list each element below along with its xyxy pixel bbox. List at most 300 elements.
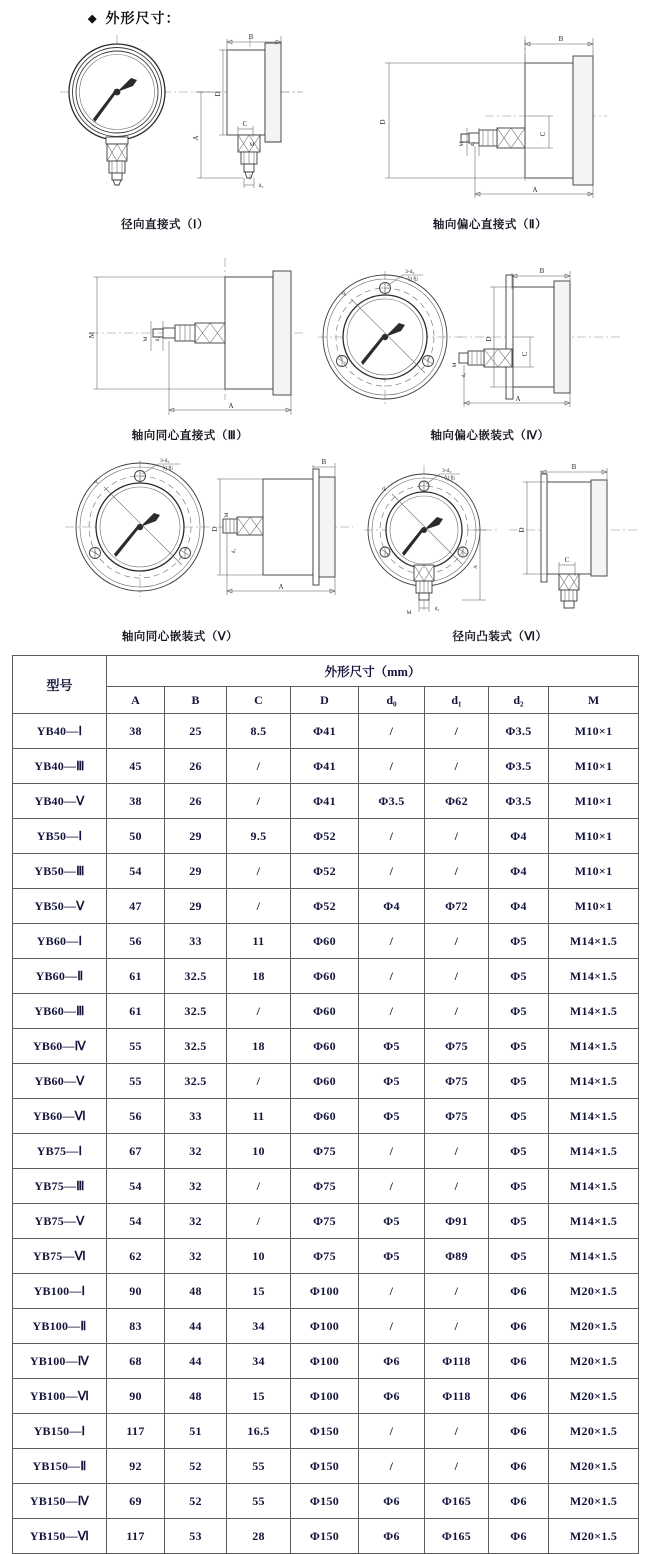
table-row	[13, 1029, 639, 1064]
table-cell-d1: /	[425, 819, 489, 854]
table-cell-d2: Φ5	[489, 1239, 549, 1274]
table-cell-d1: /	[425, 1134, 489, 1169]
table-cell-A: 38	[107, 714, 165, 749]
table-header-D: D	[291, 687, 359, 714]
dim-label-d1: d₁	[382, 486, 387, 492]
table-cell-D: Φ52	[291, 819, 359, 854]
table-cell-M: M14×1.5	[549, 1064, 639, 1099]
figure-1-drawing	[45, 30, 305, 210]
figure-4-side-view	[450, 265, 625, 415]
figure-3-drawing	[85, 255, 305, 420]
table-cell-B: 44	[165, 1309, 227, 1344]
table-cell-B: 51	[165, 1414, 227, 1449]
table-cell-d2: Φ5	[489, 994, 549, 1029]
dim-label-A: A	[278, 583, 284, 591]
figure-radial-flush	[362, 462, 502, 617]
table-row	[13, 1379, 639, 1414]
table-header-C: C	[227, 687, 291, 714]
table-cell-d2: Φ5	[489, 959, 549, 994]
table-row	[13, 1484, 639, 1519]
table-cell-d2: Φ6	[489, 1274, 549, 1309]
table-cell-D: Φ60	[291, 1064, 359, 1099]
table-cell-M: M20×1.5	[549, 1414, 639, 1449]
table-cell-C: 55	[227, 1484, 291, 1519]
table-body	[13, 714, 639, 1554]
table-cell-model: YB40—Ⅴ	[13, 784, 107, 819]
table-row	[13, 1204, 639, 1239]
table-cell-B: 52	[165, 1449, 227, 1484]
table-cell-C: /	[227, 889, 291, 924]
dim-label-d2: d₂	[258, 183, 264, 189]
table-cell-d1: /	[425, 749, 489, 784]
hole-note-line2: 匀布	[444, 476, 456, 482]
table-header-B: B	[165, 687, 227, 714]
table-cell-d1: /	[425, 1169, 489, 1204]
table-row	[13, 889, 639, 924]
table-cell-model: YB50—Ⅲ	[13, 854, 107, 889]
table-cell-d0: /	[359, 714, 425, 749]
table-cell-B: 32	[165, 1239, 227, 1274]
dim-label-D: D	[211, 526, 219, 532]
table-cell-B: 26	[165, 784, 227, 819]
table-cell-B: 32	[165, 1169, 227, 1204]
table-cell-M: M10×1	[549, 889, 639, 924]
table-cell-B: 25	[165, 714, 227, 749]
dim-label-A: A	[532, 186, 538, 194]
table-cell-C: /	[227, 1064, 291, 1099]
table-cell-d1: /	[425, 1309, 489, 1344]
table-cell-M: M14×1.5	[549, 994, 639, 1029]
table-cell-M: M10×1	[549, 749, 639, 784]
table-cell-C: 28	[227, 1519, 291, 1554]
figure-2-caption: 轴向偏心直接式（Ⅱ）	[432, 219, 548, 231]
table-header-d0: d₀	[359, 687, 425, 714]
table-cell-d0: /	[359, 749, 425, 784]
table-cell-B: 29	[165, 854, 227, 889]
figure-5-side-drawing	[211, 455, 355, 605]
table-cell-d1: /	[425, 959, 489, 994]
dimension-table-wrapper	[12, 655, 638, 1554]
table-cell-model: YB75—Ⅴ	[13, 1204, 107, 1239]
table-cell-D: Φ100	[291, 1344, 359, 1379]
table-row	[13, 784, 639, 819]
dimension-table	[12, 655, 639, 1554]
table-cell-B: 53	[165, 1519, 227, 1554]
table-cell-model: YB150—Ⅵ	[13, 1519, 107, 1554]
table-cell-model: YB50—Ⅰ	[13, 819, 107, 854]
table-cell-d0: Φ5	[359, 1099, 425, 1134]
table-cell-d1: Φ118	[425, 1344, 489, 1379]
figure-3-caption: 轴向同心直接式（Ⅲ）	[131, 430, 249, 442]
dim-label-B: B	[558, 35, 564, 43]
table-row	[13, 1309, 639, 1344]
table-cell-d0: /	[359, 1414, 425, 1449]
table-cell-C: /	[227, 784, 291, 819]
table-cell-D: Φ75	[291, 1239, 359, 1274]
table-cell-C: 8.5	[227, 714, 291, 749]
figure-1-caption: 径向直接式（Ⅰ）	[121, 219, 209, 231]
table-row	[13, 1239, 639, 1274]
table-cell-d0: Φ6	[359, 1484, 425, 1519]
dim-label-B: B	[321, 458, 327, 466]
table-header-model: 型号	[13, 656, 107, 714]
table-cell-d1: /	[425, 714, 489, 749]
table-cell-d1: Φ75	[425, 1099, 489, 1134]
table-cell-M: M10×1	[549, 784, 639, 819]
dim-label-M: M	[224, 512, 230, 518]
table-cell-A: 54	[107, 854, 165, 889]
table-cell-A: 117	[107, 1414, 165, 1449]
table-cell-d1: /	[425, 854, 489, 889]
table-cell-d0: /	[359, 1169, 425, 1204]
table-cell-C: /	[227, 1169, 291, 1204]
table-cell-d2: Φ6	[489, 1379, 549, 1414]
table-cell-M: M14×1.5	[549, 959, 639, 994]
table-cell-D: Φ100	[291, 1274, 359, 1309]
page-title	[88, 8, 180, 28]
table-cell-C: /	[227, 854, 291, 889]
dim-label-M: M	[406, 610, 412, 616]
table-cell-d1: /	[425, 994, 489, 1029]
table-cell-model: YB60—Ⅴ	[13, 1064, 107, 1099]
table-cell-model: YB60—Ⅱ	[13, 959, 107, 994]
table-cell-d0: /	[359, 819, 425, 854]
dim-label-C: C	[521, 351, 529, 357]
table-cell-C: /	[227, 994, 291, 1029]
table-cell-M: M14×1.5	[549, 1239, 639, 1274]
table-header-M: M	[549, 687, 639, 714]
table-cell-d0: Φ5	[359, 1239, 425, 1274]
table-cell-d2: Φ6	[489, 1449, 549, 1484]
figure-axial-concentric-direct	[85, 255, 305, 420]
table-row	[13, 714, 639, 749]
table-row	[13, 1449, 639, 1484]
table-cell-model: YB150—Ⅰ	[13, 1414, 107, 1449]
table-cell-d1: Φ89	[425, 1239, 489, 1274]
table-row	[13, 1274, 639, 1309]
table-header-d1: d₁	[425, 687, 489, 714]
table-cell-d2: Φ3.5	[489, 749, 549, 784]
dim-label-A: A	[192, 135, 200, 141]
dim-label-B: B	[571, 463, 577, 471]
table-cell-d1: /	[425, 1414, 489, 1449]
hole-note-line2: 匀布	[407, 277, 419, 283]
table-row	[13, 819, 639, 854]
table-cell-model: YB50—Ⅴ	[13, 889, 107, 924]
table-cell-d0: Φ3.5	[359, 784, 425, 819]
table-cell-C: 10	[227, 1134, 291, 1169]
figure-4-side-drawing	[450, 265, 625, 415]
table-cell-M: M20×1.5	[549, 1519, 639, 1554]
dim-label-C: C	[539, 131, 547, 137]
table-cell-d1: /	[425, 1274, 489, 1309]
figure-5-caption: 轴向同心嵌装式（Ⅴ）	[121, 631, 239, 643]
table-cell-M: M14×1.5	[549, 1029, 639, 1064]
table-cell-model: YB60—Ⅵ	[13, 1099, 107, 1134]
table-cell-d2: Φ6	[489, 1414, 549, 1449]
table-cell-B: 32.5	[165, 994, 227, 1029]
table-cell-d0: /	[359, 1309, 425, 1344]
table-cell-d1: Φ75	[425, 1064, 489, 1099]
table-cell-M: M20×1.5	[549, 1379, 639, 1414]
table-row	[13, 924, 639, 959]
table-cell-A: 55	[107, 1064, 165, 1099]
dim-label-M: M	[452, 362, 458, 368]
table-cell-A: 47	[107, 889, 165, 924]
table-row	[13, 959, 639, 994]
table-cell-D: Φ41	[291, 749, 359, 784]
table-cell-B: 52	[165, 1484, 227, 1519]
table-cell-A: 50	[107, 819, 165, 854]
table-cell-d2: Φ6	[489, 1344, 549, 1379]
table-cell-d2: Φ5	[489, 1099, 549, 1134]
table-header-group: 外形尺寸（mm）	[107, 656, 639, 687]
table-cell-M: M20×1.5	[549, 1449, 639, 1484]
table-cell-A: 62	[107, 1239, 165, 1274]
table-cell-d2: Φ5	[489, 1204, 549, 1239]
table-cell-model: YB75—Ⅲ	[13, 1169, 107, 1204]
table-row	[13, 1169, 639, 1204]
table-cell-d0: /	[359, 854, 425, 889]
table-cell-M: M14×1.5	[549, 1169, 639, 1204]
table-cell-model: YB150—Ⅱ	[13, 1449, 107, 1484]
table-cell-M: M10×1	[549, 819, 639, 854]
hole-note-line2: 匀布	[162, 466, 174, 472]
table-cell-C: 10	[227, 1239, 291, 1274]
table-cell-model: YB100—Ⅳ	[13, 1344, 107, 1379]
table-cell-d2: Φ4	[489, 819, 549, 854]
table-cell-d2: Φ5	[489, 1169, 549, 1204]
table-cell-d2: Φ3.5	[489, 714, 549, 749]
dim-label-D: M	[88, 331, 96, 339]
table-cell-d0: /	[359, 924, 425, 959]
dim-label-A: A	[228, 402, 234, 410]
table-cell-d2: Φ6	[489, 1484, 549, 1519]
table-cell-C: 34	[227, 1309, 291, 1344]
dim-label-d2: d₂	[461, 372, 467, 378]
dim-label-D: D	[485, 336, 493, 342]
table-row	[13, 994, 639, 1029]
table-cell-M: M14×1.5	[549, 924, 639, 959]
table-cell-A: 56	[107, 924, 165, 959]
table-cell-C: /	[227, 749, 291, 784]
table-cell-d1: Φ75	[425, 1029, 489, 1064]
dim-label-M: M	[249, 142, 255, 148]
table-cell-d2: Φ5	[489, 1134, 549, 1169]
hole-note-line1: 3-d₀	[442, 468, 452, 474]
table-cell-A: 92	[107, 1449, 165, 1484]
table-row	[13, 1519, 639, 1554]
table-cell-B: 32	[165, 1204, 227, 1239]
table-cell-C: 18	[227, 1029, 291, 1064]
dim-label-d2: d₂	[470, 141, 476, 147]
table-cell-B: 44	[165, 1344, 227, 1379]
dim-label-D: D	[518, 527, 526, 533]
table-cell-C: 11	[227, 924, 291, 959]
table-header	[13, 656, 639, 714]
table-cell-d0: Φ6	[359, 1379, 425, 1414]
table-cell-d1: Φ118	[425, 1379, 489, 1414]
figure-6-drawing	[362, 462, 502, 617]
table-cell-d2: Φ5	[489, 1029, 549, 1064]
table-header-A: A	[107, 687, 165, 714]
table-row	[13, 1099, 639, 1134]
table-cell-D: Φ150	[291, 1449, 359, 1484]
table-cell-model: YB40—Ⅰ	[13, 714, 107, 749]
table-cell-d0: /	[359, 1449, 425, 1484]
table-cell-D: Φ52	[291, 854, 359, 889]
table-cell-C: 15	[227, 1274, 291, 1309]
table-cell-D: Φ150	[291, 1484, 359, 1519]
table-cell-B: 32.5	[165, 1029, 227, 1064]
table-cell-d0: Φ4	[359, 889, 425, 924]
table-cell-model: YB60—Ⅰ	[13, 924, 107, 959]
table-cell-D: Φ75	[291, 1134, 359, 1169]
figure-6-caption: 径向凸装式（Ⅵ）	[452, 631, 548, 643]
table-cell-d1: Φ91	[425, 1204, 489, 1239]
table-cell-D: Φ60	[291, 959, 359, 994]
table-row	[13, 1414, 639, 1449]
table-cell-D: Φ75	[291, 1204, 359, 1239]
table-cell-d0: /	[359, 994, 425, 1029]
table-row	[13, 1134, 639, 1169]
table-cell-M: M14×1.5	[549, 1099, 639, 1134]
table-cell-model: YB40—Ⅲ	[13, 749, 107, 784]
figure-6-side-view	[505, 462, 640, 617]
table-cell-d0: Φ5	[359, 1029, 425, 1064]
table-cell-D: Φ52	[291, 889, 359, 924]
table-cell-d2: Φ4	[489, 854, 549, 889]
table-cell-d0: Φ6	[359, 1344, 425, 1379]
dim-label-A: A	[473, 564, 479, 570]
table-cell-model: YB100—Ⅵ	[13, 1379, 107, 1414]
table-cell-d1: Φ165	[425, 1519, 489, 1554]
table-cell-D: Φ60	[291, 924, 359, 959]
table-cell-d0: Φ5	[359, 1064, 425, 1099]
table-cell-M: M20×1.5	[549, 1274, 639, 1309]
table-cell-D: Φ150	[291, 1414, 359, 1449]
table-cell-d1: Φ62	[425, 784, 489, 819]
dim-label-d2: d₂	[434, 606, 440, 612]
table-cell-d2: Φ4	[489, 889, 549, 924]
table-cell-A: 83	[107, 1309, 165, 1344]
figure-5-side-view	[211, 455, 355, 605]
dim-label-B: B	[248, 33, 254, 41]
dim-label-M: M	[143, 336, 149, 342]
table-cell-d0: Φ6	[359, 1519, 425, 1554]
table-cell-B: 32.5	[165, 1064, 227, 1099]
table-cell-d1: /	[425, 924, 489, 959]
table-cell-M: M10×1	[549, 714, 639, 749]
table-header-d2: d₂	[489, 687, 549, 714]
table-cell-A: 56	[107, 1099, 165, 1134]
hole-note-line1: 3-d₀	[405, 269, 415, 275]
table-cell-A: 68	[107, 1344, 165, 1379]
table-cell-A: 54	[107, 1204, 165, 1239]
table-cell-C: 16.5	[227, 1414, 291, 1449]
table-subheader-row	[13, 687, 639, 714]
table-cell-A: 45	[107, 749, 165, 784]
table-cell-M: M20×1.5	[549, 1484, 639, 1519]
table-cell-B: 33	[165, 924, 227, 959]
dim-label-d2: d₂	[231, 548, 237, 554]
table-cell-M: M14×1.5	[549, 1134, 639, 1169]
table-cell-A: 90	[107, 1379, 165, 1414]
dim-label-M: M	[459, 141, 465, 147]
table-cell-M: M14×1.5	[549, 1204, 639, 1239]
dim-label-D: D	[379, 119, 387, 125]
table-cell-M: M10×1	[549, 854, 639, 889]
figure-4-caption: 轴向偏心嵌装式（Ⅳ）	[430, 430, 550, 442]
table-cell-d2: Φ5	[489, 1064, 549, 1099]
table-row	[13, 1064, 639, 1099]
table-cell-d0: Φ5	[359, 1204, 425, 1239]
table-cell-B: 48	[165, 1274, 227, 1309]
table-cell-model: YB100—Ⅱ	[13, 1309, 107, 1344]
dim-label-A: A	[515, 395, 521, 403]
table-cell-D: Φ60	[291, 1029, 359, 1064]
diamond-bullet-icon: ◆	[88, 13, 98, 25]
page-title-text: 外形尺寸：	[105, 12, 181, 27]
table-cell-A: 55	[107, 1029, 165, 1064]
table-cell-C: /	[227, 1204, 291, 1239]
dim-label-d1: d₁	[342, 291, 347, 297]
table-cell-model: YB60—Ⅲ	[13, 994, 107, 1029]
hole-note-line1: 3-d₀	[160, 458, 170, 464]
table-cell-d1: Φ165	[425, 1484, 489, 1519]
table-cell-B: 48	[165, 1379, 227, 1414]
table-cell-d2: Φ5	[489, 924, 549, 959]
table-cell-M: M20×1.5	[549, 1344, 639, 1379]
dim-label-d2: d₂	[155, 336, 161, 342]
table-cell-B: 32	[165, 1134, 227, 1169]
dim-label-C: C	[242, 120, 248, 128]
figure-6-side-drawing	[505, 462, 640, 617]
figure-axial-eccentric-direct	[375, 28, 610, 208]
table-cell-B: 29	[165, 819, 227, 854]
table-cell-B: 29	[165, 889, 227, 924]
table-cell-d0: /	[359, 1134, 425, 1169]
table-row	[13, 854, 639, 889]
table-cell-model: YB150—Ⅳ	[13, 1484, 107, 1519]
table-cell-D: Φ75	[291, 1169, 359, 1204]
dim-label-d1: d₁	[94, 479, 99, 485]
table-cell-d0: /	[359, 1274, 425, 1309]
table-cell-A: 61	[107, 959, 165, 994]
table-cell-model: YB75—Ⅵ	[13, 1239, 107, 1274]
table-cell-A: 69	[107, 1484, 165, 1519]
table-cell-model: YB75—Ⅰ	[13, 1134, 107, 1169]
table-cell-D: Φ60	[291, 1099, 359, 1134]
table-cell-D: Φ150	[291, 1519, 359, 1554]
table-row	[13, 749, 639, 784]
table-cell-C: 15	[227, 1379, 291, 1414]
table-cell-model: YB60—Ⅳ	[13, 1029, 107, 1064]
table-cell-D: Φ41	[291, 714, 359, 749]
table-cell-C: 34	[227, 1344, 291, 1379]
table-cell-model: YB100—Ⅰ	[13, 1274, 107, 1309]
table-cell-B: 33	[165, 1099, 227, 1134]
dim-label-B: B	[539, 267, 545, 275]
table-cell-d0: /	[359, 959, 425, 994]
table-cell-M: M20×1.5	[549, 1309, 639, 1344]
table-cell-B: 32.5	[165, 959, 227, 994]
table-cell-d2: Φ3.5	[489, 784, 549, 819]
table-cell-C: 11	[227, 1099, 291, 1134]
dim-label-C: C	[564, 556, 570, 564]
table-cell-A: 38	[107, 784, 165, 819]
table-cell-A: 61	[107, 994, 165, 1029]
